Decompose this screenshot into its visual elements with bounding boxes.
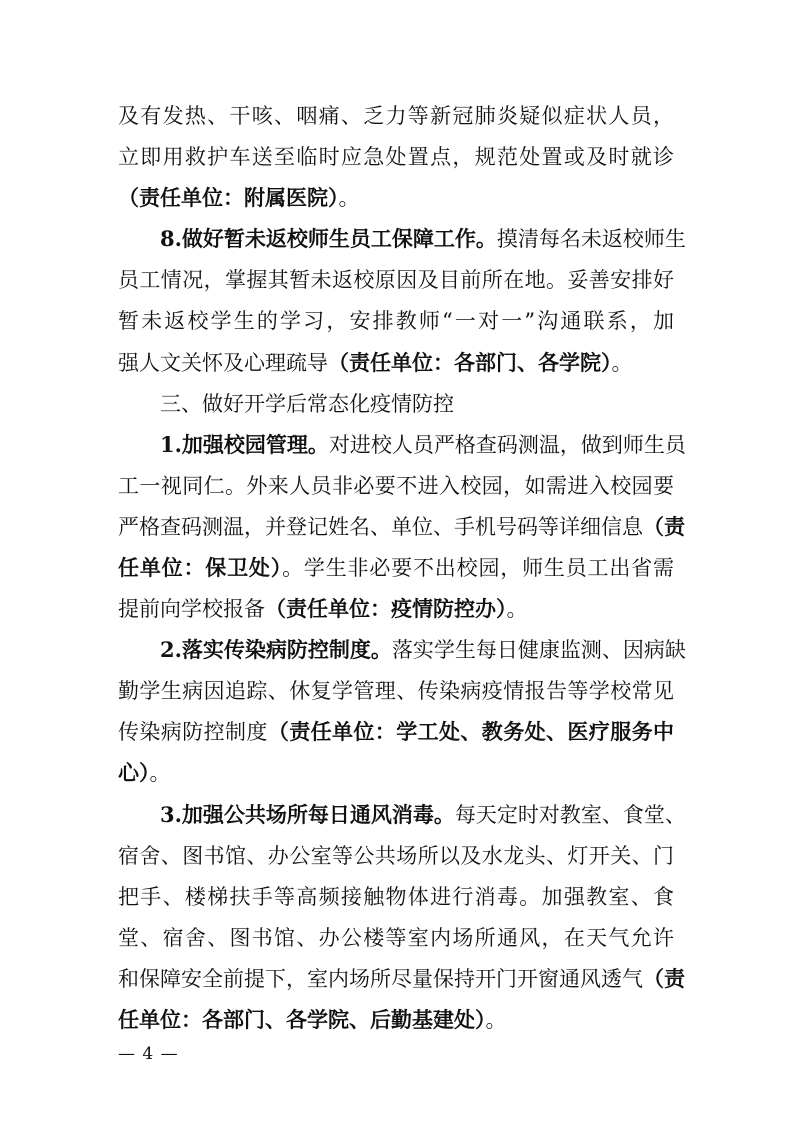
paragraph-line [118,96,674,136]
paragraph-line [160,219,686,259]
responsibility-unit: 心） [118,760,150,785]
body-text: 严格查码测温，并登记姓名、单位、手机号码等详细信息 [118,515,643,539]
paragraph-line [118,301,674,341]
body-text: 。 [338,186,360,210]
paragraph-line [118,137,674,177]
paragraph-line [118,712,674,752]
paragraph-line [118,671,674,711]
body-text: 工一视同仁。外来人员非必要不进入校园，如需进入校园要 [118,474,674,498]
body-text: 。 [485,1008,507,1032]
paragraph-line [118,589,674,629]
body-text: 每天定时对教室、食堂、 [454,803,686,827]
body-text: 勤学生病因追踪、休复学管理、传染病疫情报告等学校常见 [118,679,674,703]
body-text: 强人文关怀及心理疏导 [118,351,328,375]
paragraph-line [160,425,686,465]
item-title: 3.加强公共场所每日通风消毒。 [160,802,455,827]
body-text: 落实学生每日健康监测、因病缺 [391,638,686,662]
paragraph-line [118,343,674,383]
paragraph-line [118,507,685,547]
section-heading [160,384,674,424]
body-text: 。 [506,597,528,621]
item-title: 2.落实传染病防控制度。 [160,637,392,662]
body-text: 。学生非必要不出校园，师生员工出省需 [282,556,675,580]
body-text: 。 [611,351,633,375]
paragraph-line [118,877,674,917]
body-text: 暂未返校学生的学习，安排教师“一对一”沟通联系，加 [118,309,674,333]
body-text: 。 [149,761,171,785]
paragraph-line [160,630,686,670]
responsibility-unit: 任单位：各部门、各学院、后勤基建处） [118,1007,486,1032]
responsibility-unit: （责任单位：各部门、各学院） [328,350,612,375]
body-text: 传染病防控制度 [118,720,268,744]
item-title: 8.做好暂未返校师生员工保障工作。 [160,226,497,251]
body-text: 立即用救护车送至临时应急处置点，规范处置或及时就诊 [118,145,674,169]
body-text: 员工情况，掌握其暂未返校原因及目前所在地。妥善安排好 [118,268,674,292]
responsibility-unit: （责 [643,514,685,539]
paragraph-line [118,836,674,876]
body-text: 对进校人员严格查码测温，做到师生员 [328,433,686,457]
paragraph-line [118,466,674,506]
page-number: — 4 — [118,1044,179,1064]
body-text: 及有发热、干咳、咽痛、乏力等新冠肺炎疑似症状人员， [118,104,674,128]
body-text: 把手、楼梯扶手等高频接触物体进行消毒。加强教室、食 [118,885,674,909]
section-heading-text: 三、做好开学后常态化疫情防控 [160,392,454,416]
body-text: 提前向学校报备 [118,597,265,621]
responsibility-unit: （责 [643,966,685,991]
paragraph-line [118,753,674,793]
responsibility-unit: （责任单位：附属医院） [118,185,339,210]
body-text: 和保障安全前提下，室内场所尽量保持开门开窗通风透气 [118,967,643,991]
responsibility-unit: （责任单位：疫情防控办） [265,596,507,621]
body-text: 堂、宿舍、图书馆、办公楼等室内场所通风，在天气允许 [118,926,674,950]
body-text: 摸清每名未返校师生 [496,227,686,251]
responsibility-unit: 任单位：保卫处） [118,555,283,580]
paragraph-line [118,918,674,958]
paragraph-line [118,260,674,300]
paragraph-line [160,795,686,835]
body-text: 宿舍、图书馆、办公室等公共场所以及水龙头、灯开关、门 [118,844,674,868]
responsibility-unit: （责任单位：学工处、教务处、医疗服务中 [267,719,675,744]
paragraph-line [118,959,685,999]
paragraph-line [118,1000,674,1040]
paragraph-line [118,178,674,218]
item-title: 1.加强校园管理。 [160,432,329,457]
paragraph-line [118,548,674,588]
